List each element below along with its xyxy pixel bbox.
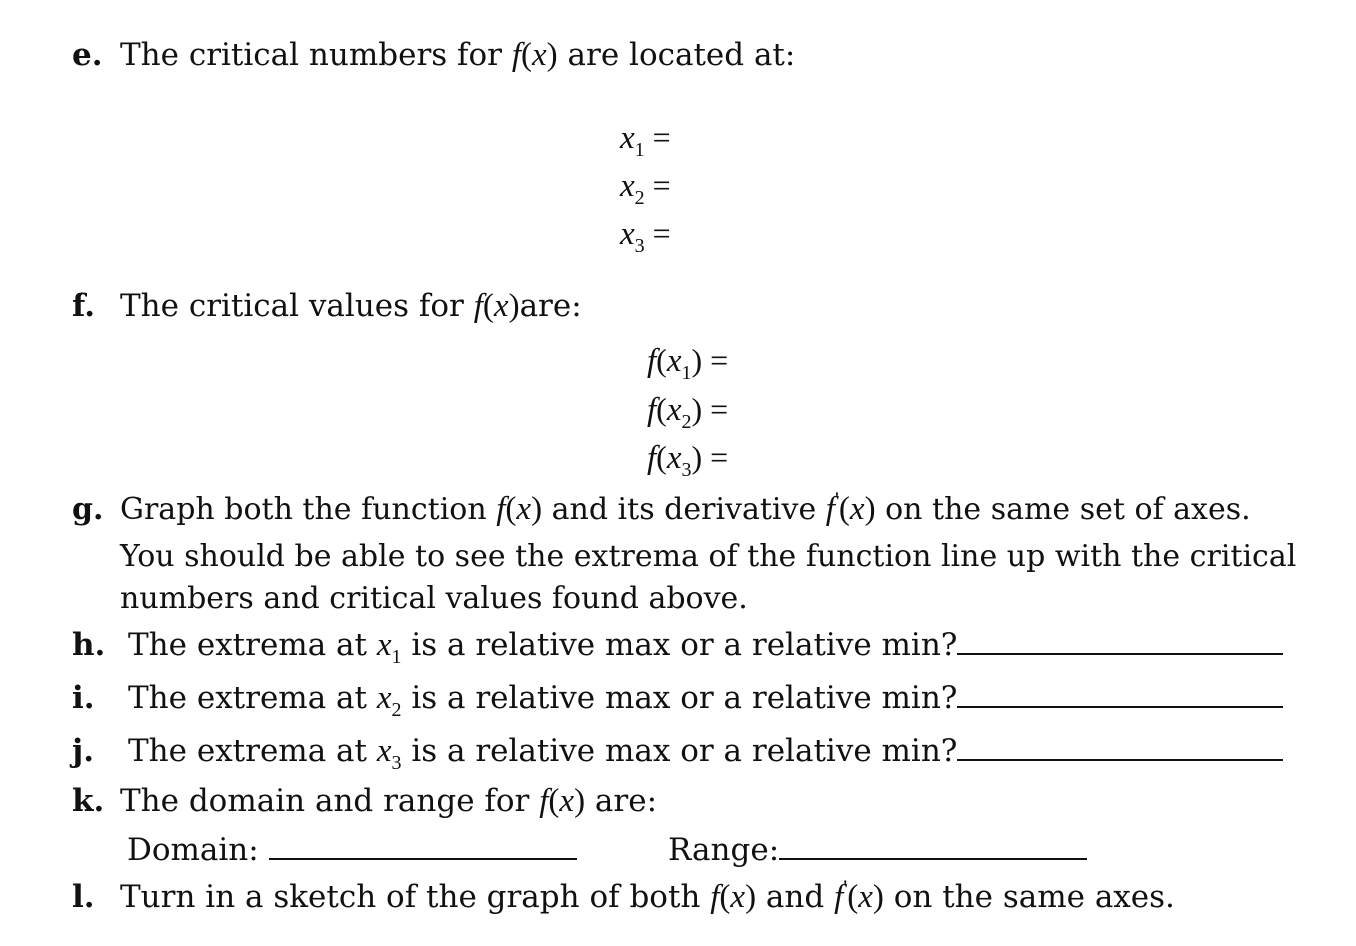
- paren-close: ): [691, 391, 703, 427]
- equals-sign: =: [652, 167, 671, 203]
- equals-sign: =: [652, 119, 671, 155]
- paren-open: (: [656, 391, 667, 427]
- paren-open: (: [838, 491, 850, 527]
- func-f: f: [473, 288, 483, 324]
- range-blank[interactable]: [779, 830, 1087, 860]
- item-e-label: e.: [72, 37, 103, 73]
- item-j: [72, 731, 1283, 774]
- item-g-label: g.: [72, 492, 104, 527]
- item-k-text: The domain and range for: [120, 783, 530, 819]
- func-f: f: [710, 879, 720, 915]
- equals-sign: =: [652, 215, 671, 251]
- item-g-text-1b: and its derivative: [551, 492, 817, 527]
- item-l-label: l.: [72, 879, 95, 915]
- range-row: [668, 830, 1087, 869]
- item-i-question: is a relative max or a relative min?: [411, 680, 958, 716]
- critical-number-x1: [620, 117, 671, 162]
- func-f-prime: f: [825, 491, 835, 527]
- paren-close: ): [864, 491, 876, 527]
- var-x: x: [666, 343, 682, 379]
- critical-number-x2: [620, 165, 671, 210]
- item-i-label: i.: [72, 680, 95, 716]
- item-k-label: k.: [72, 783, 105, 819]
- var-x: x: [559, 783, 575, 819]
- subscript: 1: [391, 646, 402, 668]
- paren-close: ): [574, 783, 586, 819]
- func-f: f: [539, 783, 549, 819]
- item-f-text-after: are:: [519, 288, 582, 324]
- equals-sign: =: [710, 439, 729, 475]
- item-i: [72, 678, 1283, 721]
- item-l-text-after: on the same axes.: [893, 879, 1175, 915]
- item-e-text-after: are located at:: [567, 37, 796, 73]
- item-g: [72, 487, 1251, 531]
- func-f: f: [647, 392, 657, 428]
- domain-blank[interactable]: [269, 830, 577, 860]
- paren-open: (: [482, 288, 494, 324]
- paren-open: (: [548, 783, 560, 819]
- paren-close: ): [872, 879, 884, 915]
- equals-sign: =: [710, 342, 729, 378]
- func-f: f: [511, 37, 522, 73]
- item-j-text: The extrema at: [128, 733, 367, 769]
- item-f: [72, 287, 582, 325]
- item-i-text: The extrema at: [128, 680, 367, 716]
- answer-blank-j[interactable]: [957, 731, 1283, 761]
- var-x: x: [376, 627, 392, 663]
- item-g-text-1a: Graph both the function: [120, 492, 487, 527]
- item-h-question: is a relative max or a relative min?: [411, 627, 958, 663]
- range-label: Range:: [668, 832, 780, 868]
- subscript: 3: [391, 752, 402, 774]
- item-e: [72, 36, 795, 74]
- var-x: x: [516, 491, 532, 527]
- item-g-text-1c: on the same set of axes.: [885, 492, 1251, 527]
- prime-mark: ': [843, 875, 848, 900]
- var-x: x: [666, 440, 682, 476]
- paren-open: (: [719, 879, 731, 915]
- paren-close: ): [745, 879, 757, 915]
- var-x: x: [858, 879, 873, 915]
- critical-value-f-x3: [647, 437, 728, 482]
- paren-close: ): [691, 342, 703, 378]
- item-k: [72, 782, 657, 820]
- paren-close: ): [691, 439, 703, 475]
- subscript: 1: [634, 139, 645, 161]
- var-x: x: [620, 168, 635, 204]
- paren-open: (: [521, 37, 533, 73]
- item-h: [72, 625, 1283, 668]
- func-f: f: [647, 343, 657, 379]
- answer-blank-i[interactable]: [957, 678, 1283, 708]
- equals-sign: =: [710, 391, 729, 427]
- paren-open: (: [656, 342, 667, 378]
- var-x: x: [666, 392, 682, 428]
- func-f-prime: f: [834, 879, 844, 915]
- subscript: 2: [681, 411, 692, 433]
- paren-close: ): [508, 288, 520, 324]
- prime-mark: ': [834, 487, 839, 512]
- subscript: 3: [634, 235, 645, 257]
- item-h-text: The extrema at: [128, 627, 367, 663]
- paren-open: (: [505, 491, 517, 527]
- var-x: x: [620, 120, 635, 156]
- critical-value-f-x1: [647, 340, 728, 385]
- item-k-text-after: are:: [594, 783, 658, 819]
- item-e-text: The critical numbers for: [120, 37, 502, 73]
- item-h-label: h.: [72, 627, 106, 663]
- item-j-question: is a relative max or a relative min?: [411, 733, 958, 769]
- item-l-text: Turn in a sketch of the graph of both: [120, 879, 701, 915]
- paren-open: (: [656, 439, 667, 475]
- domain-label: Domain:: [127, 832, 259, 868]
- item-j-label: j.: [72, 733, 95, 769]
- answer-blank-h[interactable]: [957, 625, 1283, 655]
- subscript: 2: [634, 187, 645, 209]
- var-x: x: [376, 680, 392, 716]
- var-x: x: [376, 733, 392, 769]
- item-g-line-3: numbers and critical values found above.: [120, 581, 748, 616]
- item-l: [72, 875, 1175, 919]
- func-f: f: [496, 491, 506, 527]
- func-f: f: [647, 440, 657, 476]
- var-x: x: [849, 491, 865, 527]
- var-x: x: [730, 879, 746, 915]
- item-l-text-middle: and: [765, 879, 825, 915]
- item-f-text: The critical values for: [120, 288, 464, 324]
- critical-value-f-x2: [647, 389, 728, 434]
- subscript: 1: [681, 362, 692, 384]
- subscript: 2: [391, 699, 402, 721]
- paren-open: (: [847, 879, 859, 915]
- item-g-line-2: You should be able to see the extrema of the function line up with the critical: [120, 539, 1297, 574]
- var-x: x: [532, 37, 547, 73]
- paren-close: ): [531, 491, 543, 527]
- domain-row: [127, 830, 577, 869]
- item-f-label: f.: [72, 288, 96, 324]
- paren-close: ): [546, 37, 558, 73]
- critical-number-x3: [620, 213, 671, 258]
- var-x: x: [493, 288, 509, 324]
- subscript: 3: [681, 459, 692, 481]
- var-x: x: [620, 216, 635, 252]
